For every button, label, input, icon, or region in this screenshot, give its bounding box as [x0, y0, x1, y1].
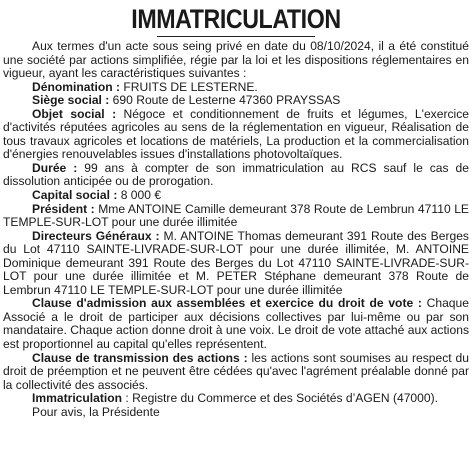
denomination-value: FRUITS DE LESTERNE.: [120, 79, 258, 94]
clause-transmission-paragraph: [3, 352, 469, 393]
signature-line: Pour avis, la Présidente: [32, 404, 160, 419]
immatriculation-value: : Registre du Commerce et des Sociétés d’AGEN (47000).: [122, 391, 438, 406]
capital-line: [3, 189, 469, 203]
duree-label: Durée :: [32, 160, 78, 175]
capital-value: 8 000 €: [117, 188, 162, 203]
clause-transmission-label: Clause de transmission des actions :: [32, 350, 248, 365]
intro-paragraph: Aux termes d'un acte sous seing privé en date du 08/10/2024, il a été constitué une société par actions simplifiée, régie par la loi et les dispositions réglementaires en vigueur, ayant les caractéristiques suivantes :: [3, 39, 469, 81]
siege-value: 690 Route de Lesterne 47360 PRAYSSAS: [109, 93, 341, 108]
duree-value: 99 ans à compter de son immatriculation au RCS sauf le cas de dissolution anticipée ou de prorogation.: [3, 160, 470, 189]
president-paragraph: [3, 203, 469, 230]
directeurs-label: Directeurs Généraux :: [32, 228, 160, 243]
immatriculation-line: [3, 392, 469, 406]
objet-value: Négoce et conditionnement de fruits et légumes, L'exercice d'activités réputées agricoles au sens de la réglementation en vigueur, Réalisation de tous travaux agricoles et locations de matériels, La production et la commercialisation d'énergies renouvelables issues d'installations photovoltaïques.: [3, 106, 469, 162]
clause-admission-label: Clause d'admission aux assemblées et exercice du droit de vote :: [32, 296, 422, 311]
capital-label: Capital social :: [32, 188, 118, 203]
directeurs-paragraph: [3, 230, 469, 298]
siege-label: Siège social :: [32, 93, 110, 108]
objet-paragraph: [3, 108, 469, 162]
clause-transmission-value: les actions sont soumises au respect du droit de préemption et ne peuvent être cédées qu'avec l'agrément préalable donné par la collectivité des associés.: [3, 350, 469, 392]
denomination-line: [3, 81, 469, 95]
siege-line: [3, 94, 469, 108]
president-value: Mme ANTOINE Camille demeurant 378 Route de Lembrun 47110 LE TEMPLE-SUR-LOT pour une durée illimitée: [3, 201, 469, 230]
immatriculation-label: Immatriculation: [32, 391, 123, 406]
directeurs-value: M. ANTOINE Thomas demeurant 391 Route des Berges du Lot 47110 SAINTE-LIVRADE-SUR-LOT pour une durée illimitée, M. ANTOINE Dominique demeurant 391 Route des Berges du Lot 47110 SAINTE-LIVRADE-SUR-LOT pour une durée illimitée et M. PETER Stéphane demeurant 378 Route de Lembrun 47110 LE TEMPLE-SUR-LOT pour une durée illimitée: [3, 228, 469, 297]
notice-body: [3, 40, 469, 419]
clause-admission-paragraph: [3, 297, 469, 351]
objet-label: Objet social :: [32, 106, 117, 121]
denomination-label: Dénomination :: [32, 79, 121, 94]
clause-admission-value: Chaque Associé a le droit de participer aux décisions collectives par lui-même ou par son mandataire. Chaque action donne droit à une voix. Le droit de vote attaché aux actions est proportionnel au capital qu'elles représentent.: [3, 296, 469, 352]
president-label: Président :: [32, 201, 95, 216]
notice-title: IMMATRICULATION: [131, 4, 341, 34]
duree-paragraph: [3, 162, 469, 189]
title-underline: [157, 36, 315, 37]
